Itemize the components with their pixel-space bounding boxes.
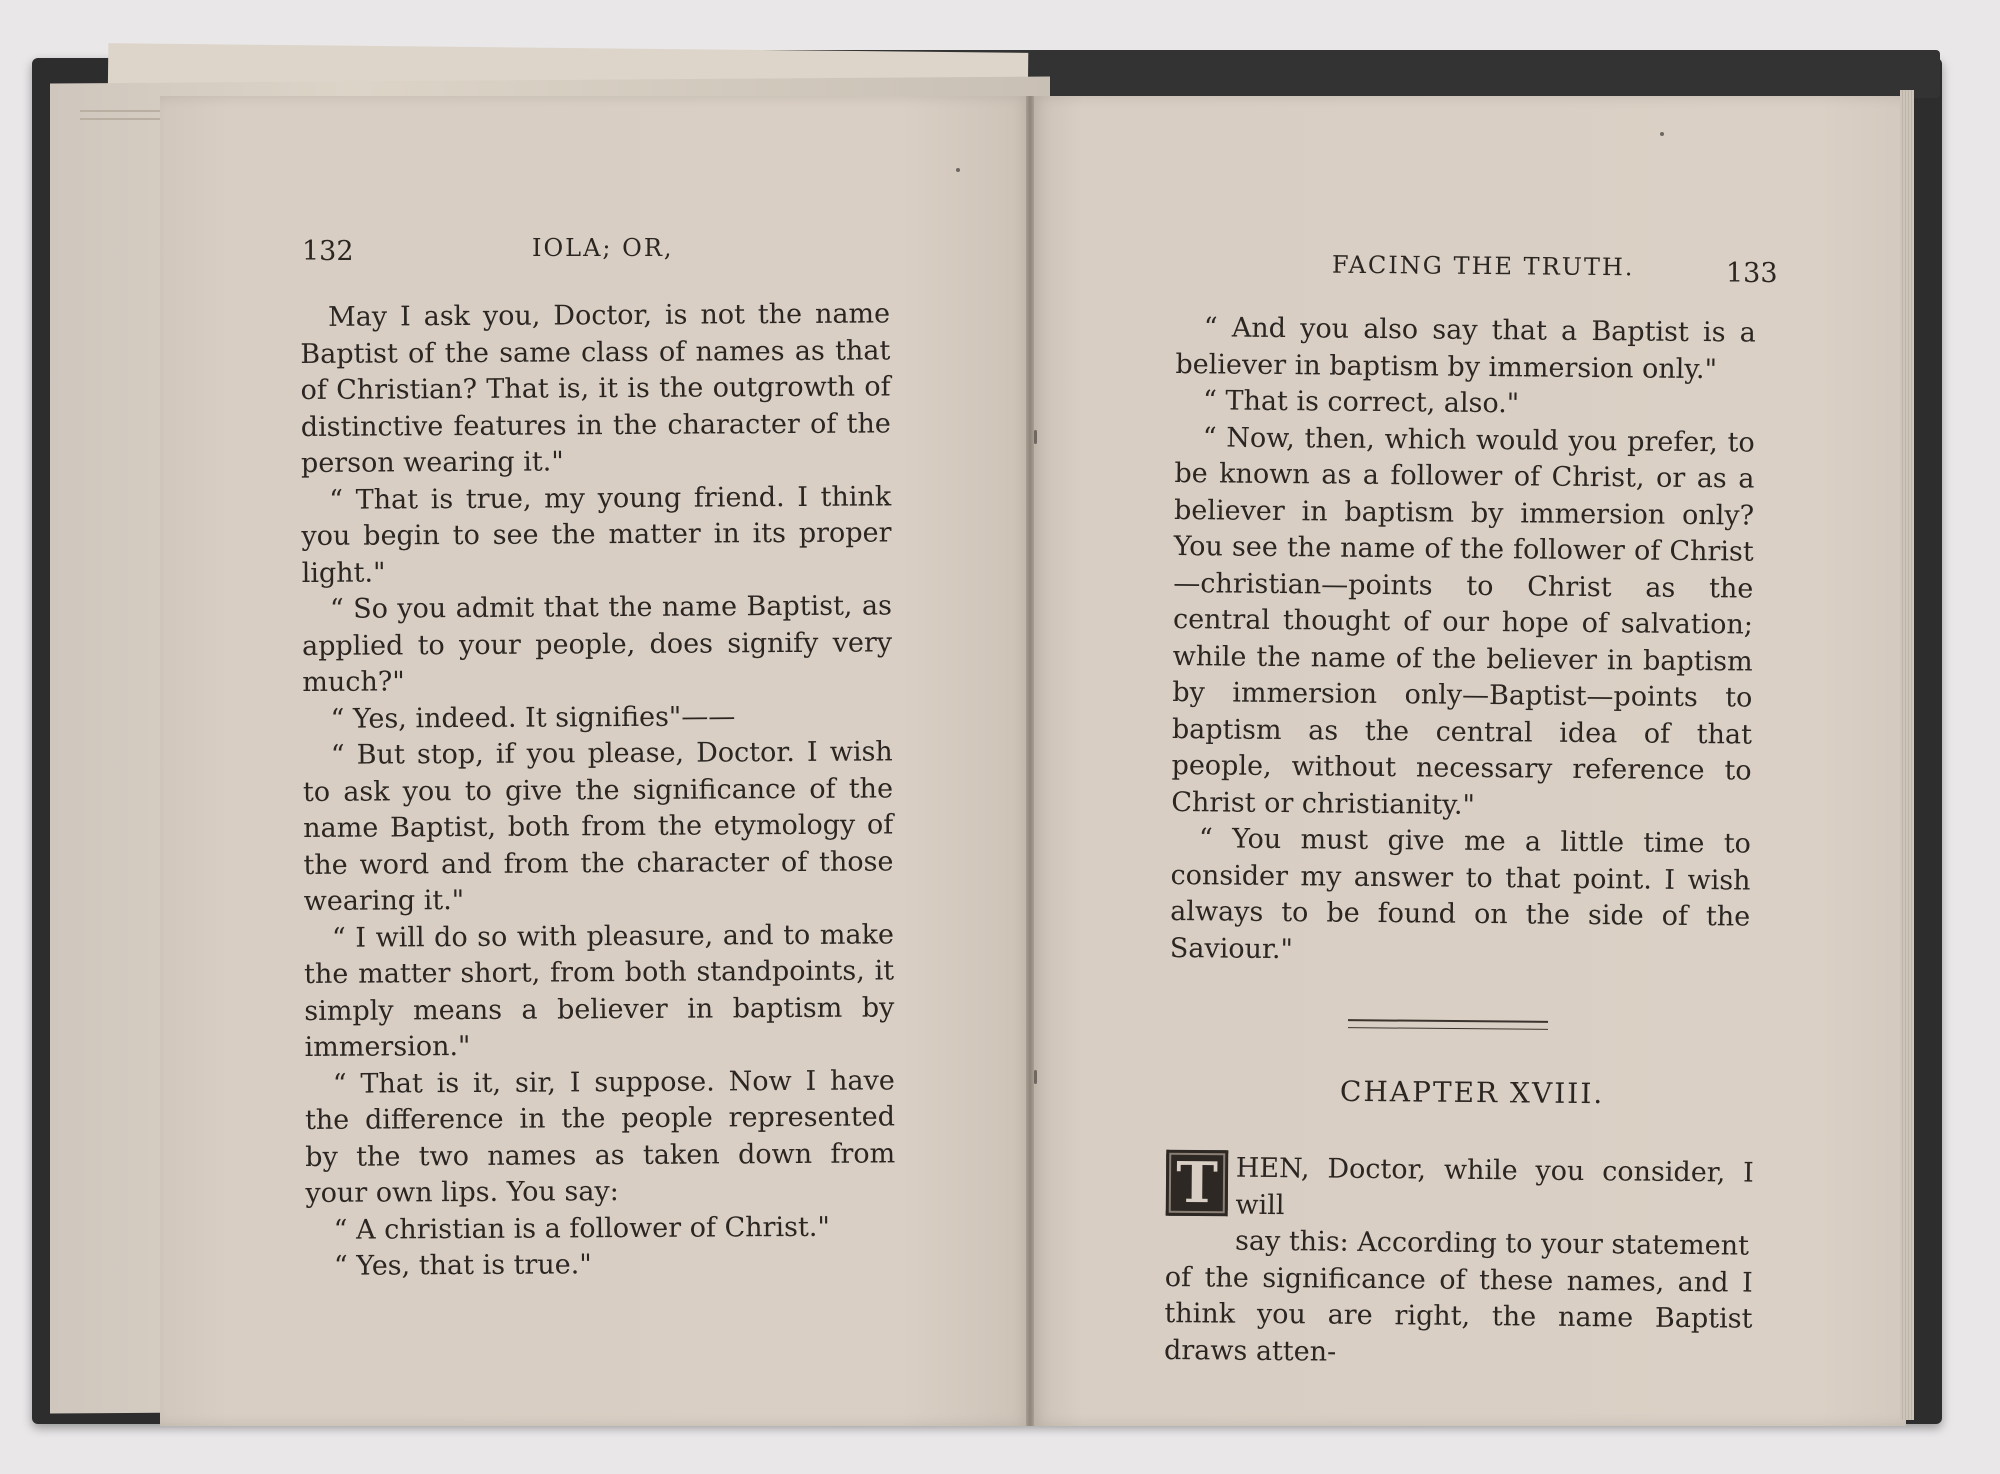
paragraph: “ Yes, that is true." — [333, 1249, 592, 1282]
page-stack-right — [1900, 90, 1914, 1420]
drop-cap-initial: T — [1166, 1150, 1229, 1217]
paragraph: May I ask you, Doctor, is not the name Baptist of the same class of names as that of Christian? That is, it is the outgrowth of distinctive features in the character of the person wearing it." — [300, 298, 891, 479]
paragraph: “ A christian is a follower of Christ." — [333, 1211, 830, 1246]
paragraph: “ I will do so with pleasure, and to make the matter short, from both standpoints, it simply means a believer in baptism by immersion." — [304, 918, 895, 1063]
left-page-number: 132 — [302, 236, 354, 267]
paper-speck — [1660, 132, 1664, 136]
paper-speck — [956, 168, 960, 172]
chapter-opening-paragraph — [1164, 1150, 1754, 1375]
book-gutter — [1026, 96, 1034, 1426]
chapter-heading: CHAPTER XVIII. — [1339, 1074, 1605, 1111]
binding-thread — [1034, 1070, 1037, 1084]
paragraph: “ But stop, if you please, Doctor. I wish to ask you to give the significance of the name Baptist, both from the etymology of the word and from the character of those wearing it." — [302, 736, 894, 917]
paragraph: “ That is correct, also." — [1202, 385, 1520, 420]
left-running-head: IOLA; OR, — [532, 234, 674, 262]
paragraph: “ That is it, sir, I suppose. Now I have the difference in the people represented by the two names as taken down from your own lips. You say: — [304, 1064, 896, 1209]
left-page-text — [300, 296, 896, 1285]
right-page-text — [1170, 310, 1756, 973]
chapter-text-line: HEN, Doctor, while you consider, I will — [1235, 1152, 1754, 1221]
paragraph: “ So you admit that the name Baptist, as applied to your people, does signify very much?" — [302, 590, 893, 698]
paragraph: “ And you also say that a Baptist is a believer in baptism by immersion only." — [1175, 312, 1756, 385]
chapter-text-line: of the significance of these names, and I think you are right, the name Baptist draws atten- — [1163, 1261, 1753, 1368]
chapter-text-line: say this: According to your statement — [1234, 1225, 1750, 1262]
paragraph: “ Yes, indeed. It signifies"—— — [330, 700, 736, 735]
binding-thread — [1034, 430, 1037, 444]
chapter-divider-rule — [1348, 1019, 1548, 1030]
right-page-number: 133 — [1726, 258, 1778, 289]
right-running-head: FACING THE TRUTH. — [1331, 250, 1635, 282]
paragraph: “ Now, then, which would you prefer, to be known as a follower of Christ, or as a believer in baptism by immersion only? You see the name of the follower of Christ—christian—points to Christ as the central thought of our hope of salvation; while the name of the believer in baptism by immersion only—Baptist—points to baptism as the central idea of that people, without necessary reference to Christ or christianity." — [1171, 421, 1755, 821]
paragraph: “ That is true, my young friend. I think you begin to see the matter in its proper light." — [301, 480, 892, 589]
paragraph: “ You must give me a little time to consider my answer to that point. I wish always to be found on the side of the Saviour." — [1169, 823, 1752, 965]
